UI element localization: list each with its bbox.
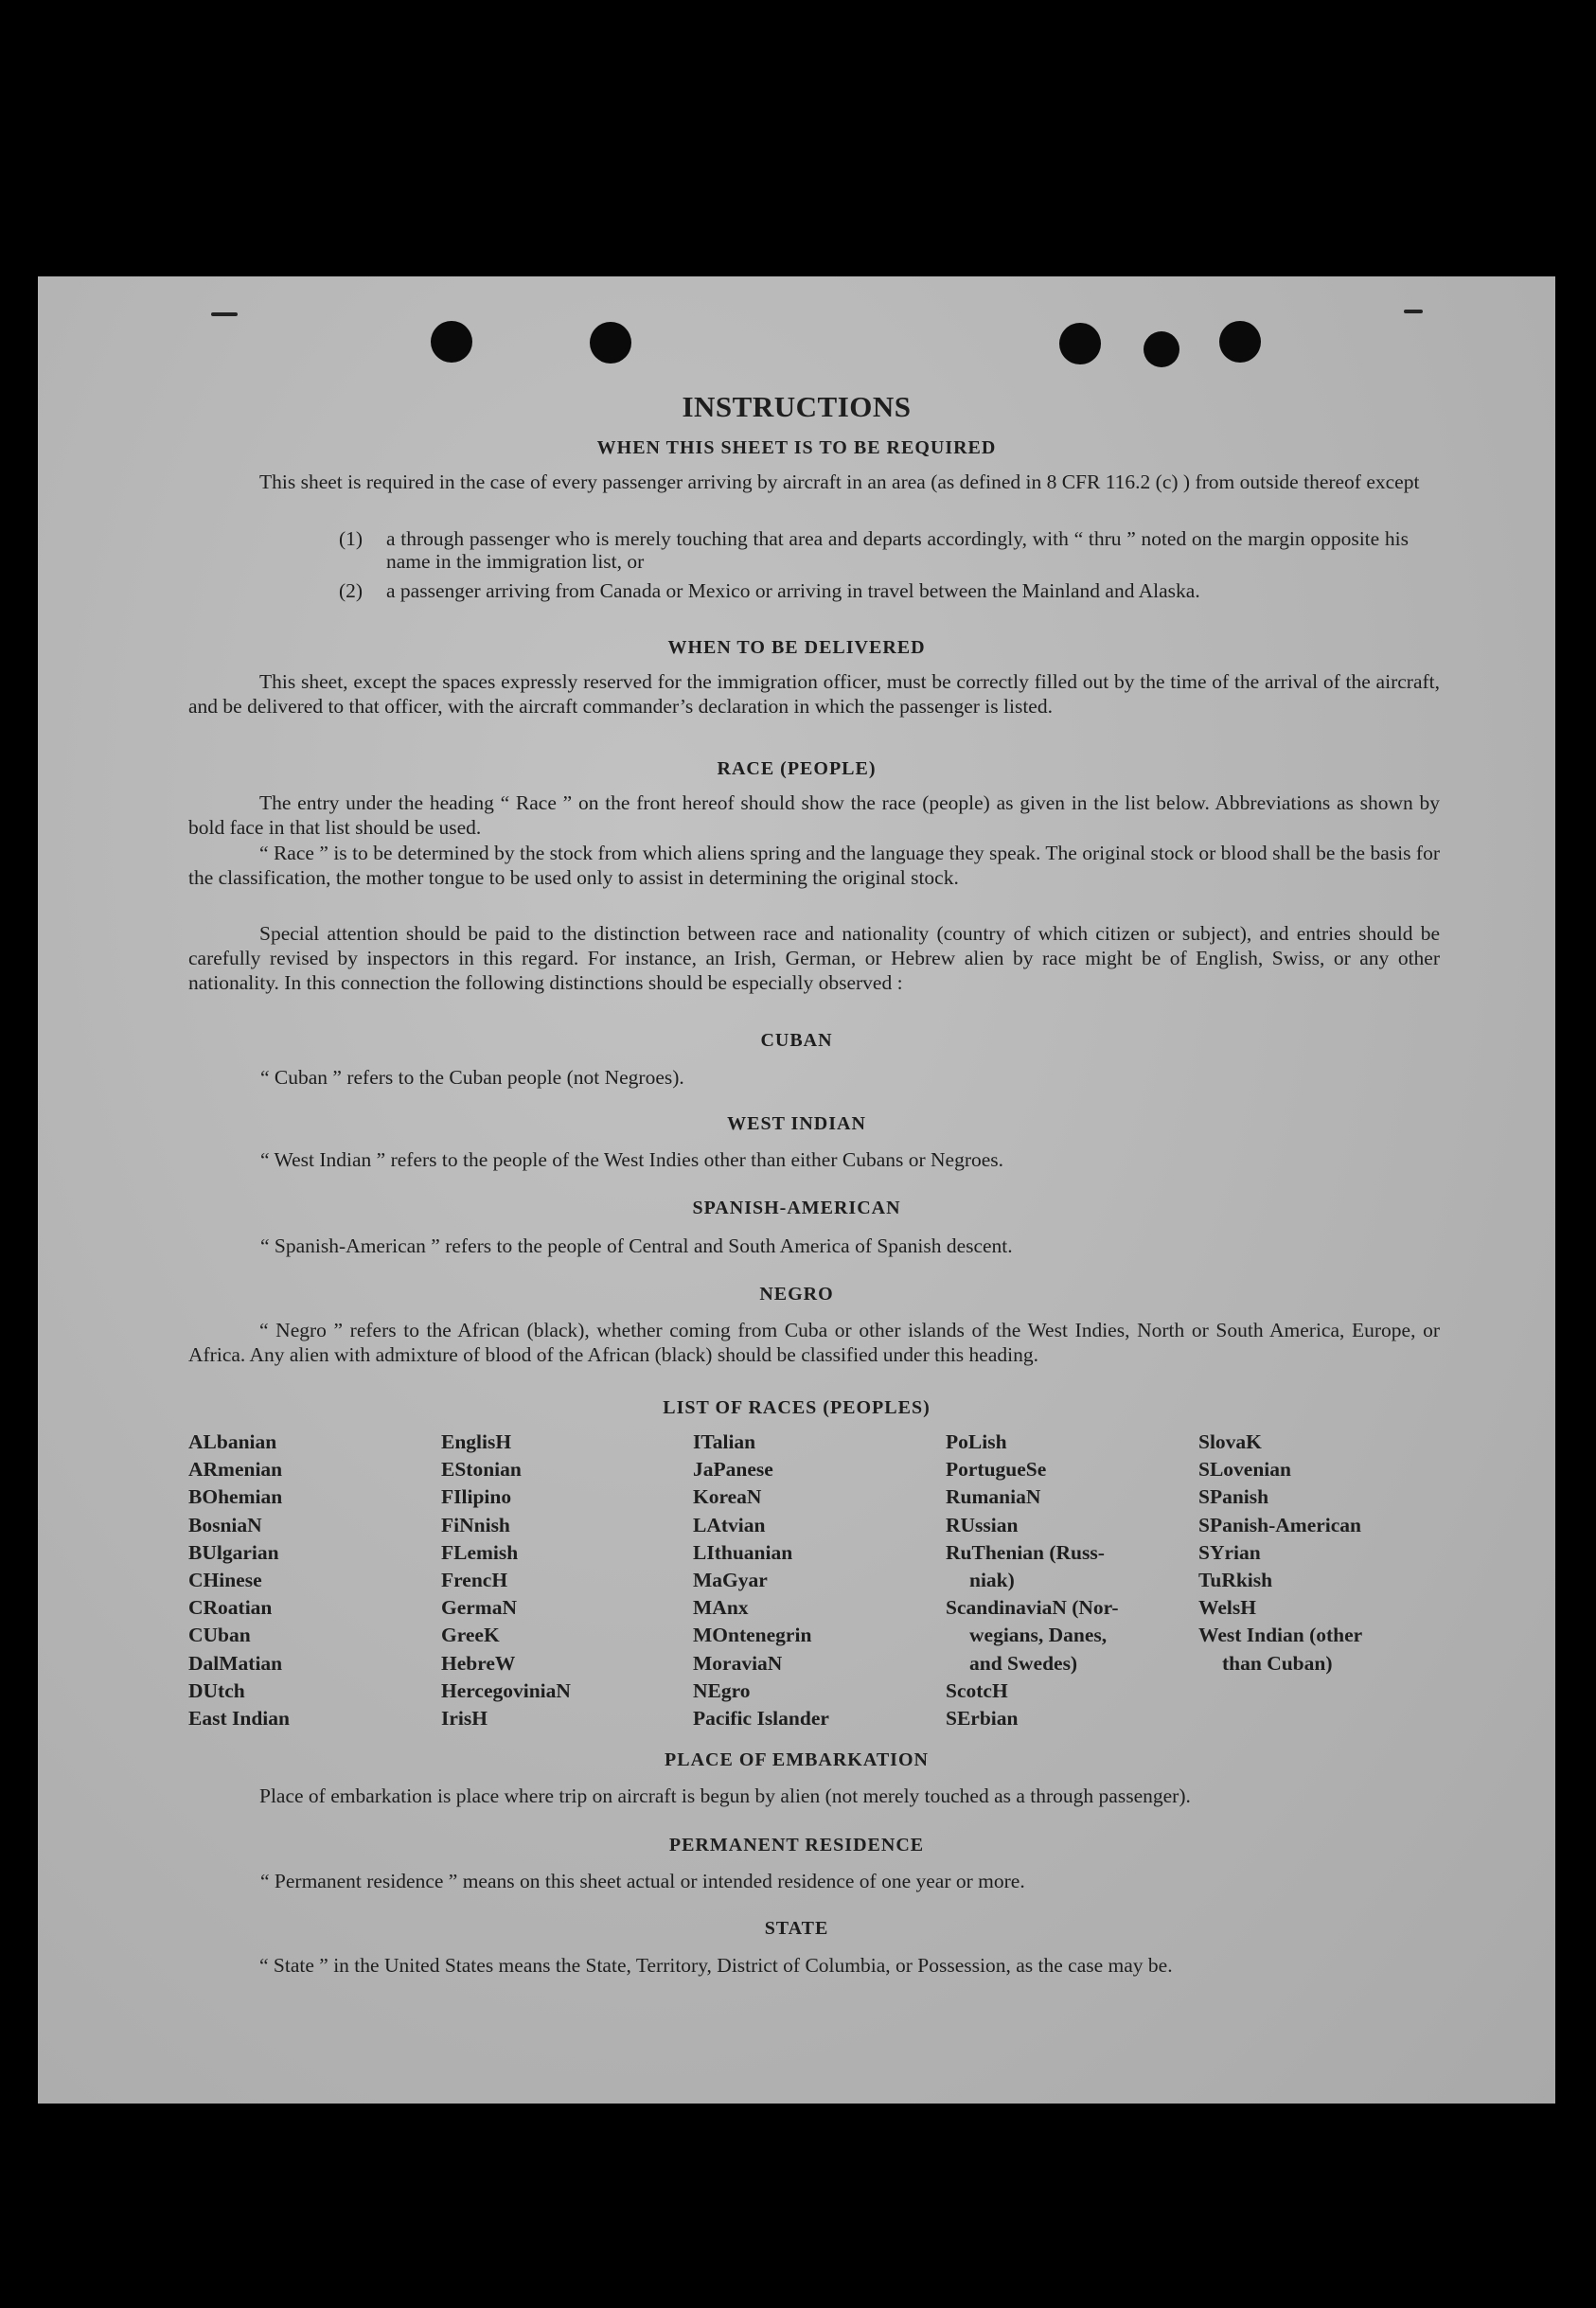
race-entry: SlovaK — [1198, 1430, 1262, 1453]
race-entry: FIlipino — [441, 1485, 512, 1509]
race-entry: CHinese — [188, 1569, 262, 1592]
race-entry: MOntenegrin — [693, 1624, 812, 1647]
race-entry: RumaniaN — [946, 1485, 1041, 1509]
races-list — [188, 1429, 1447, 1731]
race-entry: FLemish — [441, 1540, 519, 1564]
item-number: (2) — [339, 579, 364, 602]
section-text: Place of embarkation is place where trip on aircraft is begun by alien (not merely touched as a through passenger). — [259, 1784, 1191, 1807]
race-entry: RuThenian (Russ- — [946, 1540, 1105, 1564]
item-text: a through passenger who is merely touching that area and departs accordingly, with “ thru ” noted on the margin opposite his name in the immigration list, or — [386, 527, 1409, 573]
section-text: Special attention should be paid to the distinction between race and nationality (country of which citizen or subject), and entries should be carefully revised by inspectors in this regard. For instance, an Irish, German, or Hebrew alien by race might be of English, Swiss, or any other nationality. In this connection the following distinctions should be especially observed : — [188, 922, 1440, 994]
section-text: “ Race ” is to be determined by the stock from which aliens spring and the language they speak. The original stock or blood shall be the basis for the classification, the mother tongue to be used only to assist in determining the original stock. — [188, 842, 1440, 889]
race-entry: MAnx — [693, 1596, 749, 1620]
race-entry: BosniaN — [188, 1513, 262, 1536]
race-entry: ARmenian — [188, 1458, 283, 1482]
section-heading: STATE — [764, 1918, 829, 1939]
section-text: “ Permanent residence ” means on this sheet actual or intended residence of one year or more. — [260, 1870, 1025, 1892]
races-column — [946, 1429, 1119, 1732]
race-entry: LIthuanian — [693, 1540, 793, 1564]
section-text: This sheet, except the spaces expressly reserved for the immigration officer, must be correctly filled out by the time of the arrival of the aircraft, and be delivered to that officer, with the aircraft commander’s declaration in which the passenger is listed. — [188, 670, 1440, 718]
race-entry: ScandinaviaN (Nor- — [946, 1596, 1119, 1620]
race-entry: EnglisH — [441, 1430, 512, 1453]
race-entry: WelsH — [1198, 1596, 1256, 1620]
section-heading: LIST OF RACES (PEOPLES) — [663, 1397, 931, 1418]
section-heading: WHEN TO BE DELIVERED — [667, 637, 926, 658]
document-sheet — [38, 276, 1555, 2104]
race-entry: BOhemian — [188, 1485, 283, 1509]
section-text: “ Negro ” refers to the African (black), whether coming from Cuba or other islands of the West Indies, North or South America, Europe, or Africa. Any alien with admixture of blood of the African (black) should be classified under this heading. — [188, 1319, 1440, 1366]
race-entry: IrisH — [441, 1707, 488, 1731]
race-entry: niak) — [969, 1569, 1015, 1592]
section-text: “ Cuban ” refers to the Cuban people (not Negroes). — [260, 1066, 684, 1089]
race-entry: East Indian — [188, 1707, 290, 1731]
race-entry: DalMatian — [188, 1651, 283, 1675]
race-entry: and Swedes) — [969, 1651, 1078, 1675]
races-column — [441, 1429, 571, 1732]
item-text: a passenger arriving from Canada or Mexico or arriving in travel between the Mainland and Alaska. — [386, 579, 1200, 602]
race-entry: West Indian (other — [1198, 1624, 1363, 1647]
section-heading: RACE (PEOPLE) — [717, 758, 877, 779]
race-entry: FrencH — [441, 1569, 508, 1592]
race-entry: RUssian — [946, 1513, 1019, 1536]
race-entry: EStonian — [441, 1458, 522, 1482]
section-heading: WHEN THIS SHEET IS TO BE REQUIRED — [596, 437, 997, 458]
race-entry: TuRkish — [1198, 1569, 1273, 1592]
race-entry: than Cuban) — [1222, 1651, 1333, 1675]
race-entry: SLovenian — [1198, 1458, 1291, 1482]
race-entry: BUlgarian — [188, 1540, 279, 1564]
list-item — [339, 527, 1418, 577]
section-text: This sheet is required in the case of every passenger arriving by aircraft in an area (as defined in 8 CFR 116.2 (c) ) from outside thereof except — [259, 470, 1420, 493]
race-entry: MaGyar — [693, 1569, 768, 1592]
race-entry: MoraviaN — [693, 1651, 783, 1675]
section-text: “ Spanish-American ” refers to the people of Central and South America of Spanish descent. — [260, 1234, 1013, 1257]
races-column — [188, 1429, 290, 1732]
race-entry: FiNnish — [441, 1513, 510, 1536]
race-entry: CUban — [188, 1624, 251, 1647]
race-entry: PoLish — [946, 1430, 1007, 1453]
race-entry: DUtch — [188, 1678, 245, 1702]
section-heading: PERMANENT RESIDENCE — [668, 1835, 925, 1855]
page-title: INSTRUCTIONS — [682, 390, 912, 423]
races-column — [1198, 1429, 1362, 1678]
section-text: The entry under the heading “ Race ” on the front hereof should show the race (people) as given in the list below. Abbreviations as shown by bold face in that list should be used. — [188, 791, 1440, 839]
race-entry: SErbian — [946, 1707, 1019, 1731]
section-text: “ State ” in the United States means the State, Territory, District of Columbia, or Possession, as the case may be. — [259, 1954, 1173, 1977]
section-heading: PLACE OF EMBARKATION — [665, 1749, 929, 1770]
race-entry: ALbanian — [188, 1430, 277, 1453]
race-entry: GermaN — [441, 1596, 517, 1620]
item-number: (1) — [339, 527, 364, 550]
section-heading: WEST INDIAN — [727, 1113, 866, 1134]
section-heading: CUBAN — [760, 1030, 833, 1051]
race-entry: ITalian — [693, 1430, 756, 1453]
race-entry: GreeK — [441, 1624, 500, 1647]
section-heading: NEGRO — [759, 1284, 834, 1305]
race-entry: Pacific Islander — [693, 1707, 829, 1731]
race-entry: wegians, Danes, — [969, 1624, 1108, 1647]
race-entry: SPanish-American — [1198, 1513, 1361, 1536]
races-column — [693, 1429, 829, 1732]
section-heading: SPANISH-AMERICAN — [692, 1198, 901, 1218]
race-entry: KoreaN — [693, 1485, 762, 1509]
section-text: “ West Indian ” refers to the people of the West Indies other than either Cubans or Negroes. — [260, 1148, 1004, 1171]
race-entry: SYrian — [1198, 1540, 1261, 1564]
race-entry: PortugueSe — [946, 1458, 1047, 1482]
race-entry: HercegoviniaN — [441, 1678, 571, 1702]
race-entry: HebreW — [441, 1651, 516, 1675]
race-entry: CRoatian — [188, 1596, 273, 1620]
race-entry: ScotcH — [946, 1678, 1008, 1702]
race-entry: JaPanese — [693, 1458, 773, 1482]
race-entry: SPanish — [1198, 1485, 1269, 1509]
list-item — [339, 579, 1418, 629]
race-entry: LAtvian — [693, 1513, 766, 1536]
race-entry: NEgro — [693, 1678, 751, 1702]
